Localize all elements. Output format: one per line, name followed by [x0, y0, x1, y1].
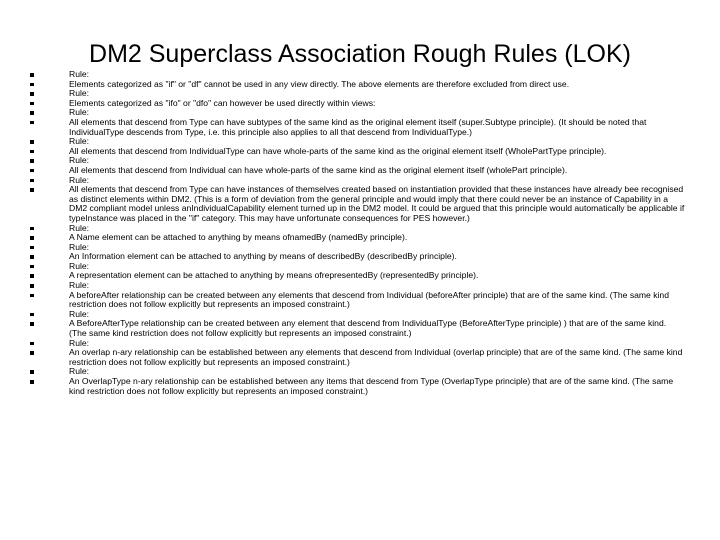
bullet-square-icon	[30, 92, 34, 96]
list-item-text: Rule:	[69, 366, 90, 377]
bullet-square-icon	[30, 227, 34, 231]
slide-title: DM2 Superclass Association Rough Rules (LOK)	[89, 39, 631, 68]
bullet-square-icon	[30, 150, 34, 154]
bullet-square-icon	[30, 370, 34, 374]
list-item	[30, 252, 685, 262]
list-item	[30, 99, 685, 109]
bullet-square-icon	[30, 169, 34, 173]
bullet-square-icon	[30, 284, 34, 288]
list-item	[30, 147, 685, 157]
list-item-text: All elements that descend from Type can have instances of themselves created based on instantiation provided that these instances have already bee recognised as distinct elements within DM2. (This is a form of deviation from the general principle and would imply that there could never be an instance of Capability in a DM2 compliant model unless anIndividualCapability element turned up in the DM2 model. It could be argued that this principle would automatically be applicable if typeInstance was placed in the "if" category. This may have unfortunate consequences for PES however.)	[69, 184, 685, 223]
list-item-text: All elements that descend from Individual can have whole-parts of the same kind as the original element itself (wholePart principle).	[69, 164, 568, 175]
bullet-square-icon	[30, 313, 34, 317]
list-item	[30, 118, 685, 137]
list-item	[30, 233, 685, 243]
bullet-square-icon	[30, 179, 34, 183]
list-item-text: Elements categorized as "ifo" or "dfo" can however be used directly within views:	[69, 97, 376, 108]
list-item	[30, 377, 685, 396]
bullet-square-icon	[30, 140, 34, 144]
bullet-square-icon	[30, 188, 34, 192]
list-item-text: Rule:	[69, 222, 90, 233]
list-item-text: A beforeAfter relationship can be created between any elements that descend from Individual (beforeAfter principle) that are of the same kind. (The same kind restriction does not follow explicitly but represents an imposed constraint.)	[69, 289, 669, 310]
bullet-square-icon	[30, 342, 34, 346]
bullet-square-icon	[30, 351, 34, 355]
list-item-text: All elements that descend from Type can have subtypes of the same kind as the original element itself (super.Subtype principle). (It should be noted that IndividualType descends from Type, i.e. this principle also applies to all that descend from IndividualType.)	[69, 116, 647, 137]
bullet-square-icon	[30, 255, 34, 259]
list-item	[30, 291, 685, 310]
list-item-text: Rule:	[69, 88, 90, 99]
list-item-text: Rule:	[69, 155, 90, 166]
bullet-square-icon	[30, 265, 34, 269]
bullet-square-icon	[30, 159, 34, 163]
list-item-text: A representation element can be attached to anything by means ofrepresentedBy (representedBy principle).	[69, 270, 479, 281]
list-item-text: Rule:	[69, 69, 90, 79]
list-item-text: An Information element can be attached to anything by means of describedBy (describedBy principle).	[69, 251, 457, 262]
list-item	[30, 80, 685, 90]
list-item-text: A Name element can be attached to anything by means ofnamedBy (namedBy principle).	[69, 232, 408, 243]
list-item-text: A BeforeAfterType relationship can be created between any element that descend from IndividualType (BeforeAfterType principle) ) that are of the same kind. (The same kind restriction does not follow explicitly but represents an imposed constraint.)	[69, 318, 667, 339]
list-item-text: An OverlapType n-ary relationship can be established between any items that descend from Type (OverlapType principle) that are of the same kind. (The same kind restriction does not follow explicitly but represents an imposed constraint.)	[69, 376, 674, 396]
bullet-square-icon	[30, 121, 34, 125]
list-item-text: All elements that descend from IndividualType can have whole-parts of the same kind as the original element itself (WholePartType principle).	[69, 145, 607, 156]
bullet-square-icon	[30, 322, 34, 326]
list-item-text: Rule:	[69, 308, 90, 319]
bullet-square-icon	[30, 236, 34, 240]
bullet-square-icon	[30, 102, 34, 106]
list-item-text: Rule:	[69, 260, 90, 271]
bullet-square-icon	[30, 246, 34, 250]
bullet-square-icon	[30, 380, 34, 384]
list-item-text: Rule:	[69, 280, 90, 291]
list-item	[30, 185, 685, 223]
bullet-square-icon	[30, 111, 34, 115]
list-item-text: Elements categorized as "if" or "df" cannot be used in any view directly. The above elements are therefore excluded from direct use.	[69, 78, 570, 89]
list-item	[30, 319, 685, 338]
bullet-square-icon	[30, 83, 34, 87]
list-item-text: Rule:	[69, 337, 90, 348]
bullet-square-icon	[30, 294, 34, 298]
bullet-square-icon	[30, 274, 34, 278]
list-item-text: Rule:	[69, 107, 90, 118]
bullet-square-icon	[30, 73, 34, 77]
list-item	[30, 271, 685, 281]
list-item-text: Rule:	[69, 174, 90, 185]
list-item-text: Rule:	[69, 241, 90, 252]
list-item	[30, 166, 685, 176]
list-item-text: Rule:	[69, 136, 90, 147]
list-item-text: An overlap n-ary relationship can be established between any elements that descend from Individual (overlap principle) that are of the same kind. (The same kind restriction does not follow explicitly but represents an imposed constraint.)	[69, 347, 683, 367]
list-item	[30, 348, 685, 367]
rules-list	[30, 70, 685, 396]
